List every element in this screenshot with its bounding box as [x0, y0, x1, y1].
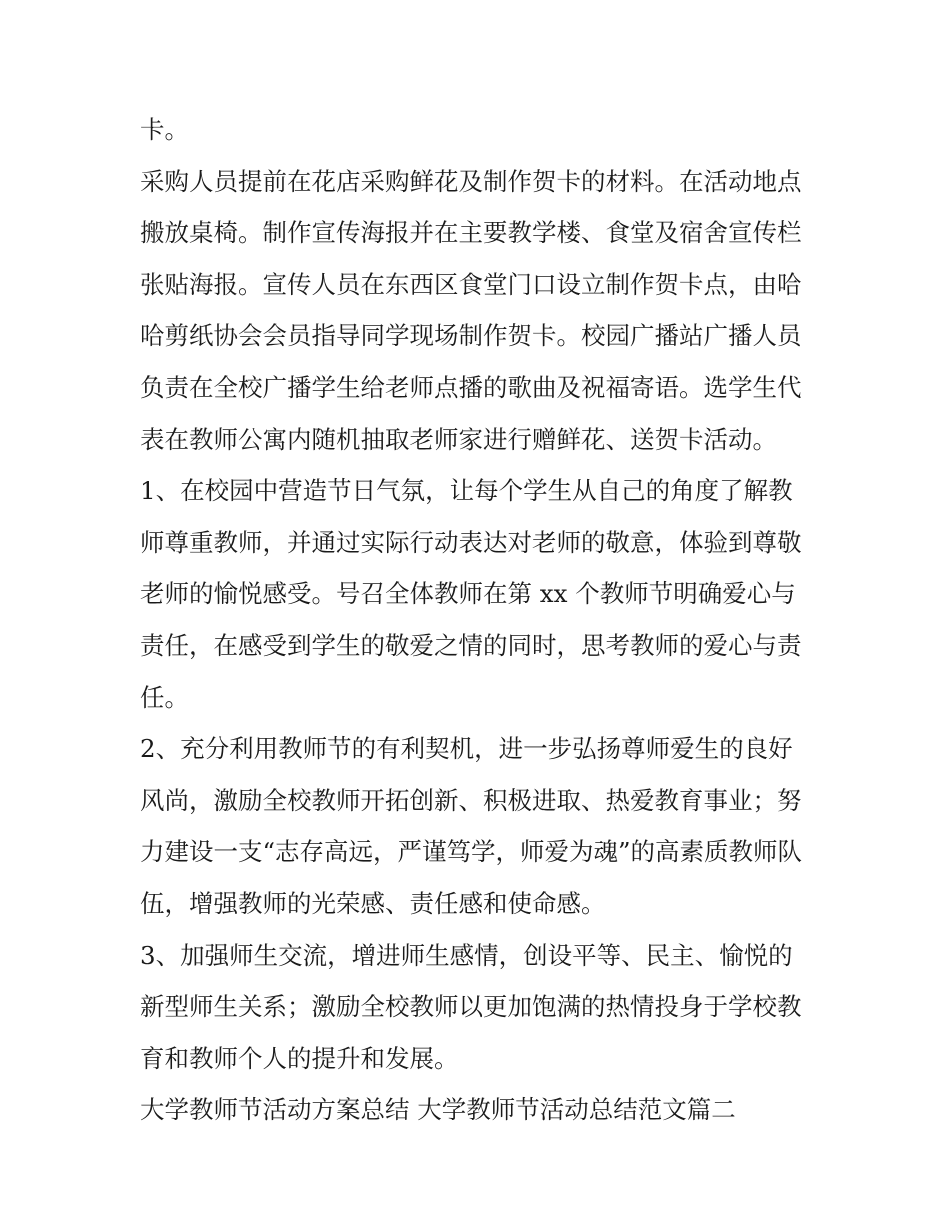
- document-body: [140, 104, 820, 1136]
- text-line: 风尚，激励全校教师开拓创新、积极进取、热爱教育事业；努: [140, 785, 802, 815]
- text-line: 育和教师个人的提升和发展。: [140, 1043, 459, 1073]
- text-line: 责任，在感受到学生的敬爱之情的同时，思考教师的爱心与责: [140, 630, 802, 660]
- text-line: 力建设一支“志存高远，严谨笃学，师爱为魂”的高素质教师队: [140, 837, 803, 867]
- text-line: 哈剪纸协会会员指导同学现场制作贺卡。校园广播站广播人员: [140, 321, 802, 351]
- text-line: 张贴海报。宣传人员在东西区食堂门口设立制作贺卡点，由哈: [140, 269, 802, 299]
- paragraph-goal-3: [140, 930, 820, 1085]
- text-line: 卡。: [140, 115, 189, 144]
- text-line: 师尊重教师，并通过实际行动表达对老师的敬意，体验到尊敬: [140, 527, 802, 557]
- text-line: 表在教师公寓内随机抽取老师家进行赠鲜花、送贺卡活动。: [140, 424, 777, 454]
- section-heading: [140, 1084, 820, 1136]
- text-line: 2、充分利用教师节的有利契机，进一步弘扬尊师爱生的良好: [140, 734, 793, 764]
- text-line: 负责在全校广播学生给老师点播的歌曲及祝福寄语。选学生代: [140, 372, 802, 402]
- text-line: 采购人员提前在花店采购鲜花及制作贺卡的材料。在活动地点: [140, 166, 802, 196]
- paragraph-continuation: [140, 104, 820, 156]
- text-line: 任。: [140, 682, 189, 712]
- text-line: 老师的愉悦感受。号召全体教师在第 xx 个教师节明确爱心与: [140, 579, 796, 609]
- text-line: 1、在校园中营造节日气氛，让每个学生从自己的角度了解教: [140, 476, 793, 506]
- paragraph-goal-1: [140, 465, 820, 723]
- paragraph-goal-2: [140, 723, 820, 929]
- text-line: 3、加强师生交流，增进师生感情，创设平等、民主、愉悦的: [140, 940, 793, 970]
- paragraph-procurement: [140, 156, 820, 466]
- text-line: 搬放桌椅。制作宣传海报并在主要教学楼、食堂及宿舍宣传栏: [140, 218, 802, 248]
- text-line: 伍，增强教师的光荣感、责任感和使命感。: [140, 888, 606, 918]
- text-line: 大学教师节活动方案总结 大学教师节活动总结范文篇二: [140, 1095, 736, 1125]
- text-line: 新型师生关系；激励全校教师以更加饱满的热情投身于学校教: [140, 992, 802, 1022]
